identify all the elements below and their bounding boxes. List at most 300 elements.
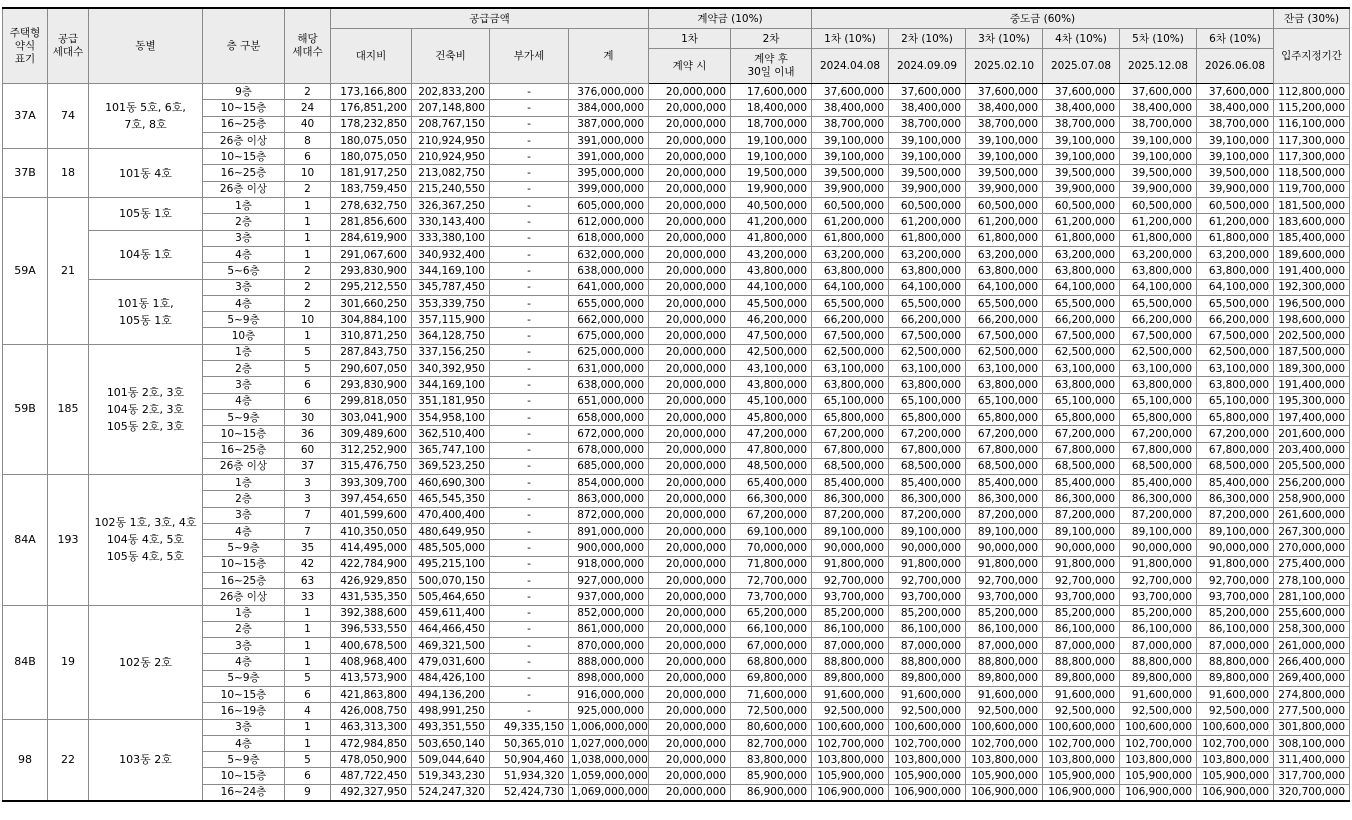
mid-payment-3-cell: 39,100,000 [966, 132, 1043, 148]
units-cell: 6 [285, 686, 331, 702]
vat-cell: - [490, 328, 569, 344]
contract-1-cell: 20,000,000 [649, 100, 731, 116]
mid-payment-5-cell: 67,200,000 [1120, 426, 1197, 442]
housing-type-cell: 37A [3, 84, 48, 149]
mid-payment-6-cell: 60,500,000 [1197, 198, 1274, 214]
contract-1-cell: 20,000,000 [649, 654, 731, 670]
mid-payment-2-cell: 67,500,000 [889, 328, 966, 344]
mid-payment-2-cell: 63,200,000 [889, 246, 966, 262]
balance-cell: 185,400,000 [1274, 230, 1350, 246]
total-price-cell: 651,000,000 [569, 393, 649, 409]
contract-1-cell: 20,000,000 [649, 442, 731, 458]
floor-cell: 16~25층 [203, 116, 285, 132]
table-row [3, 719, 1350, 735]
vat-cell: - [490, 654, 569, 670]
balance-cell: 117,300,000 [1274, 149, 1350, 165]
mid-payment-4-cell: 62,500,000 [1043, 344, 1120, 360]
contract-2-cell: 83,800,000 [731, 752, 812, 768]
mid-payment-6-cell: 105,900,000 [1197, 768, 1274, 784]
mid-payment-2-cell: 93,700,000 [889, 589, 966, 605]
balance-cell: 281,100,000 [1274, 589, 1350, 605]
construction-price-cell: 495,215,100 [412, 556, 490, 572]
units-cell: 1 [285, 654, 331, 670]
construction-price-cell: 498,991,250 [412, 703, 490, 719]
construction-price-cell: 213,082,750 [412, 165, 490, 181]
housing-type-cell: 84A [3, 475, 48, 605]
contract-1-cell: 20,000,000 [649, 116, 731, 132]
mid-payment-2-cell: 39,100,000 [889, 132, 966, 148]
building-cell: 101동 1호, 105동 1호 [89, 279, 203, 344]
contract-1-cell: 20,000,000 [649, 393, 731, 409]
mid-payment-5-cell: 106,900,000 [1120, 784, 1197, 801]
contract-2-cell: 19,900,000 [731, 181, 812, 197]
contract-2-cell: 65,400,000 [731, 475, 812, 491]
land-price-cell: 413,573,900 [331, 670, 412, 686]
mid-payment-6-cell: 66,200,000 [1197, 312, 1274, 328]
vat-cell: - [490, 572, 569, 588]
mid-payment-4-cell: 85,400,000 [1043, 475, 1120, 491]
table-row [3, 507, 1350, 523]
header-mid-2: 2차 (10%) [889, 29, 966, 49]
floor-cell: 5~9층 [203, 752, 285, 768]
construction-price-cell: 215,240,550 [412, 181, 490, 197]
land-price-cell: 173,166,800 [331, 84, 412, 100]
land-price-cell: 393,309,700 [331, 475, 412, 491]
mid-payment-4-cell: 85,200,000 [1043, 605, 1120, 621]
units-cell: 24 [285, 100, 331, 116]
units-cell: 6 [285, 149, 331, 165]
vat-cell: - [490, 409, 569, 425]
total-price-cell: 376,000,000 [569, 84, 649, 100]
total-price-cell: 678,000,000 [569, 442, 649, 458]
mid-payment-5-cell: 39,500,000 [1120, 165, 1197, 181]
mid-payment-4-cell: 89,100,000 [1043, 524, 1120, 540]
balance-cell: 261,600,000 [1274, 507, 1350, 523]
total-price-cell: 872,000,000 [569, 507, 649, 523]
total-price-cell: 395,000,000 [569, 165, 649, 181]
total-price-cell: 1,006,000,000 [569, 719, 649, 735]
mid-payment-4-cell: 38,700,000 [1043, 116, 1120, 132]
contract-1-cell: 20,000,000 [649, 621, 731, 637]
header-mid-2-date: 2024.09.09 [889, 49, 966, 84]
contract-1-cell: 20,000,000 [649, 638, 731, 654]
contract-1-cell: 20,000,000 [649, 132, 731, 148]
floor-cell: 26층 이상 [203, 458, 285, 474]
floor-cell: 26층 이상 [203, 181, 285, 197]
contract-2-cell: 18,700,000 [731, 116, 812, 132]
mid-payment-4-cell: 67,200,000 [1043, 426, 1120, 442]
table-row [3, 686, 1350, 702]
mid-payment-4-cell: 102,700,000 [1043, 735, 1120, 751]
contract-1-cell: 20,000,000 [649, 295, 731, 311]
mid-payment-5-cell: 61,200,000 [1120, 214, 1197, 230]
building-cell: 101동 2호, 3호 104동 2호, 3호 105동 2호, 3호 [89, 344, 203, 474]
mid-payment-6-cell: 38,400,000 [1197, 100, 1274, 116]
vat-cell: - [490, 230, 569, 246]
table-row [3, 784, 1350, 801]
mid-payment-4-cell: 103,800,000 [1043, 752, 1120, 768]
mid-payment-1-cell: 37,600,000 [812, 84, 889, 100]
table-row [3, 409, 1350, 425]
total-price-cell: 918,000,000 [569, 556, 649, 572]
header-mid-3-date: 2025.02.10 [966, 49, 1043, 84]
construction-price-cell: 464,466,450 [412, 621, 490, 637]
mid-payment-4-cell: 92,500,000 [1043, 703, 1120, 719]
mid-payment-4-cell: 91,600,000 [1043, 686, 1120, 702]
total-price-cell: 605,000,000 [569, 198, 649, 214]
contract-1-cell: 20,000,000 [649, 524, 731, 540]
units-cell: 30 [285, 409, 331, 425]
land-price-cell: 315,476,750 [331, 458, 412, 474]
land-price-cell: 463,313,300 [331, 719, 412, 735]
mid-payment-3-cell: 39,500,000 [966, 165, 1043, 181]
contract-1-cell: 20,000,000 [649, 507, 731, 523]
mid-payment-5-cell: 65,800,000 [1120, 409, 1197, 425]
units-cell: 6 [285, 377, 331, 393]
mid-payment-3-cell: 38,400,000 [966, 100, 1043, 116]
total-price-cell: 685,000,000 [569, 458, 649, 474]
contract-1-cell: 20,000,000 [649, 589, 731, 605]
contract-1-cell: 20,000,000 [649, 84, 731, 100]
floor-cell: 4층 [203, 246, 285, 262]
floor-cell: 16~25층 [203, 442, 285, 458]
mid-payment-5-cell: 93,700,000 [1120, 589, 1197, 605]
mid-payment-3-cell: 38,700,000 [966, 116, 1043, 132]
mid-payment-1-cell: 105,900,000 [812, 768, 889, 784]
mid-payment-6-cell: 61,800,000 [1197, 230, 1274, 246]
vat-cell: - [490, 295, 569, 311]
total-price-cell: 638,000,000 [569, 377, 649, 393]
building-cell: 101동 5호, 6호, 7호, 8호 [89, 84, 203, 149]
construction-price-cell: 210,924,950 [412, 149, 490, 165]
contract-1-cell: 20,000,000 [649, 279, 731, 295]
header-total: 계 [569, 29, 649, 84]
contract-1-cell: 20,000,000 [649, 230, 731, 246]
total-price-cell: 1,059,000,000 [569, 768, 649, 784]
mid-payment-6-cell: 67,800,000 [1197, 442, 1274, 458]
mid-payment-2-cell: 67,200,000 [889, 426, 966, 442]
floor-cell: 5~6층 [203, 263, 285, 279]
construction-price-cell: 484,426,100 [412, 670, 490, 686]
units-cell: 2 [285, 181, 331, 197]
building-cell: 102동 2호 [89, 605, 203, 719]
vat-cell: - [490, 361, 569, 377]
mid-payment-5-cell: 91,800,000 [1120, 556, 1197, 572]
balance-cell: 255,600,000 [1274, 605, 1350, 621]
contract-1-cell: 20,000,000 [649, 426, 731, 442]
total-price-cell: 925,000,000 [569, 703, 649, 719]
balance-cell: 181,500,000 [1274, 198, 1350, 214]
mid-payment-6-cell: 87,000,000 [1197, 638, 1274, 654]
mid-payment-5-cell: 66,200,000 [1120, 312, 1197, 328]
floor-cell: 16~24층 [203, 784, 285, 801]
mid-payment-6-cell: 63,200,000 [1197, 246, 1274, 262]
mid-payment-3-cell: 61,800,000 [966, 230, 1043, 246]
building-cell: 103동 2호 [89, 719, 203, 801]
housing-type-cell: 98 [3, 719, 48, 801]
mid-payment-3-cell: 63,100,000 [966, 361, 1043, 377]
mid-payment-6-cell: 91,800,000 [1197, 556, 1274, 572]
mid-payment-2-cell: 61,200,000 [889, 214, 966, 230]
total-price-cell: 852,000,000 [569, 605, 649, 621]
units-cell: 35 [285, 540, 331, 556]
construction-price-cell: 480,649,950 [412, 524, 490, 540]
units-cell: 3 [285, 491, 331, 507]
mid-payment-2-cell: 65,800,000 [889, 409, 966, 425]
contract-2-cell: 18,400,000 [731, 100, 812, 116]
mid-payment-4-cell: 61,800,000 [1043, 230, 1120, 246]
balance-cell: 311,400,000 [1274, 752, 1350, 768]
land-price-cell: 422,784,900 [331, 556, 412, 572]
floor-cell: 10~15층 [203, 768, 285, 784]
mid-payment-5-cell: 38,700,000 [1120, 116, 1197, 132]
mid-payment-6-cell: 67,200,000 [1197, 426, 1274, 442]
price-table-container [2, 7, 1350, 802]
mid-payment-2-cell: 105,900,000 [889, 768, 966, 784]
mid-payment-1-cell: 85,200,000 [812, 605, 889, 621]
header-mid-5: 5차 (10%) [1120, 29, 1197, 49]
floor-cell: 3층 [203, 719, 285, 735]
floor-cell: 10~15층 [203, 149, 285, 165]
header-supply-price: 공급금액 [331, 8, 649, 29]
units-cell: 3 [285, 475, 331, 491]
table-row [3, 654, 1350, 670]
mid-payment-1-cell: 68,500,000 [812, 458, 889, 474]
mid-payment-4-cell: 61,200,000 [1043, 214, 1120, 230]
mid-payment-4-cell: 64,100,000 [1043, 279, 1120, 295]
units-cell: 5 [285, 361, 331, 377]
mid-payment-1-cell: 106,900,000 [812, 784, 889, 801]
contract-1-cell: 20,000,000 [649, 719, 731, 735]
contract-2-cell: 42,500,000 [731, 344, 812, 360]
contract-2-cell: 66,300,000 [731, 491, 812, 507]
mid-payment-3-cell: 92,500,000 [966, 703, 1043, 719]
mid-payment-5-cell: 103,800,000 [1120, 752, 1197, 768]
contract-2-cell: 47,500,000 [731, 328, 812, 344]
total-price-cell: 1,027,000,000 [569, 735, 649, 751]
total-price-cell: 891,000,000 [569, 524, 649, 540]
mid-payment-2-cell: 65,500,000 [889, 295, 966, 311]
mid-payment-1-cell: 61,800,000 [812, 230, 889, 246]
mid-payment-1-cell: 39,900,000 [812, 181, 889, 197]
units-cell: 10 [285, 165, 331, 181]
units-cell: 1 [285, 214, 331, 230]
contract-1-cell: 20,000,000 [649, 214, 731, 230]
mid-payment-6-cell: 68,500,000 [1197, 458, 1274, 474]
supply-count-cell: 22 [48, 719, 89, 801]
mid-payment-1-cell: 90,000,000 [812, 540, 889, 556]
mid-payment-2-cell: 89,100,000 [889, 524, 966, 540]
mid-payment-1-cell: 89,100,000 [812, 524, 889, 540]
construction-price-cell: 364,128,750 [412, 328, 490, 344]
vat-cell: - [490, 475, 569, 491]
units-cell: 60 [285, 442, 331, 458]
balance-cell: 189,600,000 [1274, 246, 1350, 262]
land-price-cell: 293,830,900 [331, 263, 412, 279]
mid-payment-4-cell: 63,200,000 [1043, 246, 1120, 262]
vat-cell: - [490, 703, 569, 719]
mid-payment-3-cell: 100,600,000 [966, 719, 1043, 735]
contract-2-cell: 17,600,000 [731, 84, 812, 100]
contract-2-cell: 85,900,000 [731, 768, 812, 784]
header-mid-4-date: 2025.07.08 [1043, 49, 1120, 84]
mid-payment-1-cell: 65,100,000 [812, 393, 889, 409]
units-cell: 2 [285, 263, 331, 279]
mid-payment-1-cell: 67,500,000 [812, 328, 889, 344]
land-price-cell: 310,871,250 [331, 328, 412, 344]
units-cell: 6 [285, 393, 331, 409]
units-cell: 40 [285, 116, 331, 132]
land-price-cell: 392,388,600 [331, 605, 412, 621]
header-contract: 계약금 (10%) [649, 8, 812, 29]
mid-payment-6-cell: 103,800,000 [1197, 752, 1274, 768]
construction-price-cell: 503,650,140 [412, 735, 490, 751]
land-price-cell: 426,929,850 [331, 572, 412, 588]
land-price-cell: 181,917,250 [331, 165, 412, 181]
vat-cell: - [490, 312, 569, 328]
vat-cell: - [490, 263, 569, 279]
table-header [3, 8, 1350, 84]
mid-payment-5-cell: 61,800,000 [1120, 230, 1197, 246]
contract-1-cell: 20,000,000 [649, 344, 731, 360]
contract-1-cell: 20,000,000 [649, 670, 731, 686]
mid-payment-6-cell: 39,100,000 [1197, 149, 1274, 165]
mid-payment-6-cell: 102,700,000 [1197, 735, 1274, 751]
mid-payment-4-cell: 91,800,000 [1043, 556, 1120, 572]
vat-cell: 51,934,320 [490, 768, 569, 784]
contract-2-cell: 43,100,000 [731, 361, 812, 377]
balance-cell: 270,000,000 [1274, 540, 1350, 556]
construction-price-cell: 210,924,950 [412, 132, 490, 148]
floor-cell: 4층 [203, 654, 285, 670]
vat-cell: - [490, 638, 569, 654]
balance-cell: 187,500,000 [1274, 344, 1350, 360]
housing-type-cell: 84B [3, 605, 48, 719]
contract-2-cell: 46,200,000 [731, 312, 812, 328]
contract-1-cell: 20,000,000 [649, 328, 731, 344]
balance-cell: 191,400,000 [1274, 263, 1350, 279]
land-price-cell: 304,884,100 [331, 312, 412, 328]
balance-cell: 118,500,000 [1274, 165, 1350, 181]
construction-price-cell: 469,321,500 [412, 638, 490, 654]
vat-cell: - [490, 540, 569, 556]
construction-price-cell: 524,247,320 [412, 784, 490, 801]
floor-cell: 3층 [203, 230, 285, 246]
mid-payment-2-cell: 86,300,000 [889, 491, 966, 507]
land-price-cell: 478,050,900 [331, 752, 412, 768]
mid-payment-4-cell: 63,100,000 [1043, 361, 1120, 377]
balance-cell: 266,400,000 [1274, 654, 1350, 670]
mid-payment-5-cell: 67,800,000 [1120, 442, 1197, 458]
floor-cell: 2층 [203, 361, 285, 377]
construction-price-cell: 351,181,950 [412, 393, 490, 409]
mid-payment-6-cell: 92,500,000 [1197, 703, 1274, 719]
mid-payment-1-cell: 91,600,000 [812, 686, 889, 702]
balance-cell: 202,500,000 [1274, 328, 1350, 344]
mid-payment-3-cell: 88,800,000 [966, 654, 1043, 670]
table-row [3, 84, 1350, 100]
contract-2-cell: 69,800,000 [731, 670, 812, 686]
mid-payment-3-cell: 65,100,000 [966, 393, 1043, 409]
balance-cell: 119,700,000 [1274, 181, 1350, 197]
vat-cell: - [490, 279, 569, 295]
mid-payment-1-cell: 86,300,000 [812, 491, 889, 507]
contract-2-cell: 80,600,000 [731, 719, 812, 735]
supply-count-cell: 21 [48, 198, 89, 345]
units-cell: 1 [285, 735, 331, 751]
units-cell: 9 [285, 784, 331, 801]
mid-payment-6-cell: 67,500,000 [1197, 328, 1274, 344]
mid-payment-4-cell: 90,000,000 [1043, 540, 1120, 556]
balance-cell: 195,300,000 [1274, 393, 1350, 409]
floor-cell: 10~15층 [203, 556, 285, 572]
balance-cell: 203,400,000 [1274, 442, 1350, 458]
contract-2-cell: 48,500,000 [731, 458, 812, 474]
contract-2-cell: 67,200,000 [731, 507, 812, 523]
housing-type-cell: 59A [3, 198, 48, 345]
floor-cell: 3층 [203, 638, 285, 654]
mid-payment-4-cell: 93,700,000 [1043, 589, 1120, 605]
balance-cell: 277,500,000 [1274, 703, 1350, 719]
units-cell: 5 [285, 344, 331, 360]
mid-payment-2-cell: 63,100,000 [889, 361, 966, 377]
total-price-cell: 863,000,000 [569, 491, 649, 507]
building-cell: 105동 1호 [89, 198, 203, 231]
total-price-cell: 384,000,000 [569, 100, 649, 116]
mid-payment-5-cell: 85,200,000 [1120, 605, 1197, 621]
mid-payment-5-cell: 92,500,000 [1120, 703, 1197, 719]
land-price-cell: 312,252,900 [331, 442, 412, 458]
balance-cell: 116,100,000 [1274, 116, 1350, 132]
mid-payment-4-cell: 65,100,000 [1043, 393, 1120, 409]
construction-price-cell: 369,523,250 [412, 458, 490, 474]
floor-cell: 4층 [203, 735, 285, 751]
mid-payment-5-cell: 63,100,000 [1120, 361, 1197, 377]
mid-payment-1-cell: 102,700,000 [812, 735, 889, 751]
floor-cell: 3층 [203, 507, 285, 523]
building-cell: 104동 1호 [89, 230, 203, 279]
construction-price-cell: 365,747,100 [412, 442, 490, 458]
header-mid-1-date: 2024.04.08 [812, 49, 889, 84]
mid-payment-5-cell: 68,500,000 [1120, 458, 1197, 474]
floor-cell: 3층 [203, 377, 285, 393]
mid-payment-1-cell: 38,700,000 [812, 116, 889, 132]
mid-payment-6-cell: 63,800,000 [1197, 263, 1274, 279]
vat-cell: 52,424,730 [490, 784, 569, 801]
construction-price-cell: 340,932,400 [412, 246, 490, 262]
vat-cell: - [490, 84, 569, 100]
units-cell: 7 [285, 524, 331, 540]
vat-cell: - [490, 214, 569, 230]
mid-payment-3-cell: 63,200,000 [966, 246, 1043, 262]
mid-payment-5-cell: 37,600,000 [1120, 84, 1197, 100]
contract-2-cell: 47,800,000 [731, 442, 812, 458]
contract-1-cell: 20,000,000 [649, 768, 731, 784]
contract-2-cell: 72,500,000 [731, 703, 812, 719]
mid-payment-2-cell: 88,800,000 [889, 654, 966, 670]
contract-1-cell: 20,000,000 [649, 491, 731, 507]
units-cell: 37 [285, 458, 331, 474]
contract-2-cell: 71,600,000 [731, 686, 812, 702]
total-price-cell: 618,000,000 [569, 230, 649, 246]
mid-payment-6-cell: 63,800,000 [1197, 377, 1274, 393]
vat-cell: - [490, 524, 569, 540]
table-row [3, 100, 1350, 116]
mid-payment-2-cell: 102,700,000 [889, 735, 966, 751]
mid-payment-3-cell: 89,100,000 [966, 524, 1043, 540]
total-price-cell: 655,000,000 [569, 295, 649, 311]
construction-price-cell: 505,464,650 [412, 589, 490, 605]
